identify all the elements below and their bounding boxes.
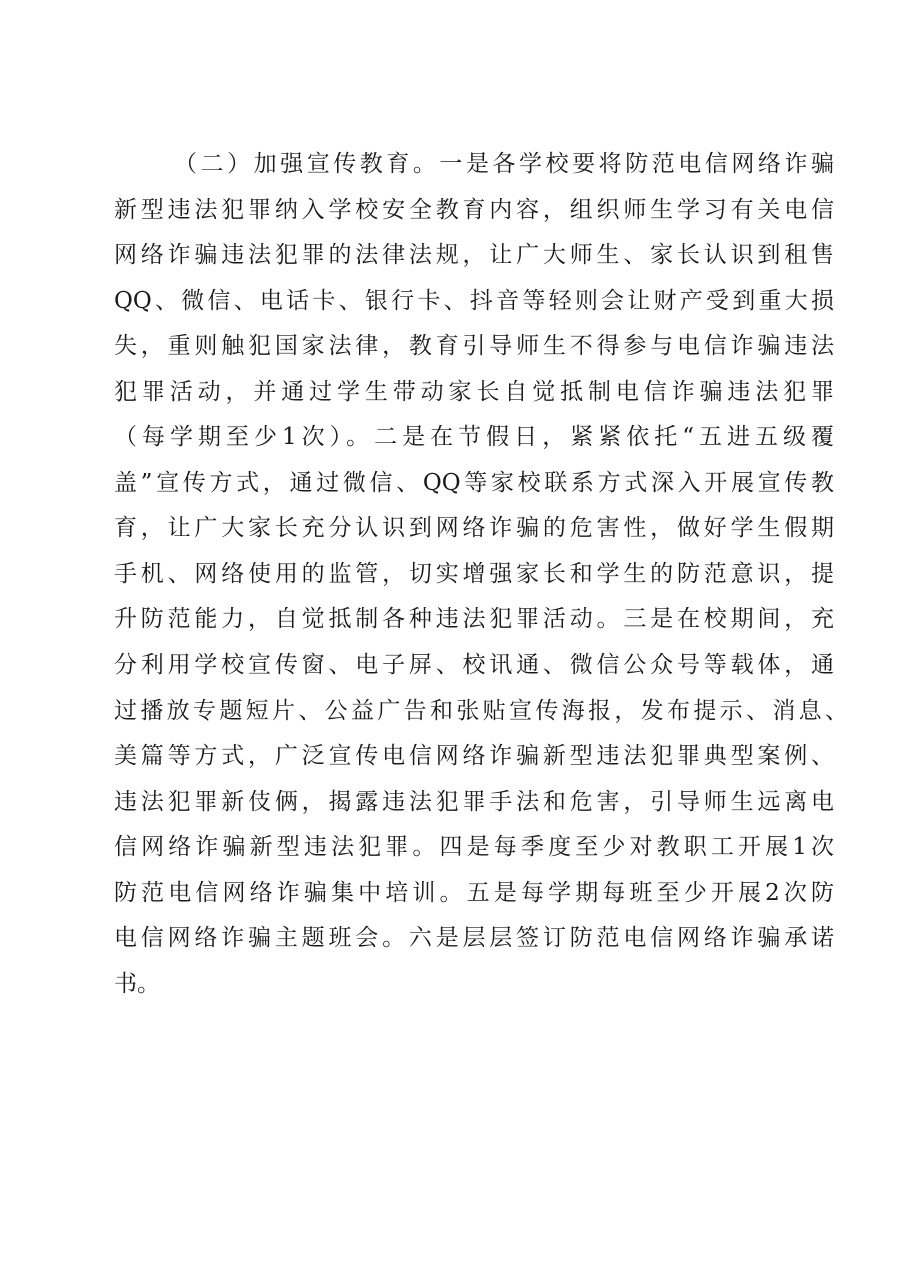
paragraph-line: 信网络诈骗新型违法犯罪。四是每季度至少对教职工开展1次 [114, 834, 834, 861]
paragraph-line: （每学期至少1次）。二是在节假日，紧紧依托“五进五级覆 [114, 424, 834, 451]
paragraph-line: 电信网络诈骗主题班会。六是层层签订防范电信网络诈骗承诺 [114, 925, 834, 952]
body-paragraph [114, 142, 848, 1007]
paragraph-line: 失，重则触犯国家法律，教育引导师生不得参与电信诈骗违法 [114, 333, 834, 360]
paragraph-line: 分利用学校宣传窗、电子屏、校讯通、微信公众号等载体，通 [114, 652, 834, 679]
paragraph-line: 过播放专题短片、公益广告和张贴宣传海报，发布提示、消息、 [114, 697, 848, 724]
paragraph-line: 盖”宣传方式，通过微信、QQ等家校联系方式深入开展宣传教 [114, 469, 834, 496]
paragraph-line: 手机、网络使用的监管，切实增强家长和学生的防范意识，提 [114, 560, 834, 587]
paragraph-line: 育，让广大家长充分认识到网络诈骗的危害性，做好学生假期 [114, 515, 834, 542]
paragraph-line: 书。 [114, 970, 160, 997]
paragraph-line: 美篇等方式，广泛宣传电信网络诈骗新型违法犯罪典型案例、 [114, 743, 834, 770]
paragraph-line: 网络诈骗违法犯罪的法律法规，让广大师生、家长认识到租售 [114, 242, 834, 269]
paragraph-line: 升防范能力，自觉抵制各种违法犯罪活动。三是在校期间，充 [114, 606, 834, 633]
paragraph-line: QQ、微信、电话卡、银行卡、抖音等轻则会让财产受到重大损 [114, 287, 834, 314]
paragraph-line: 违法犯罪新伎俩，揭露违法犯罪手法和危害，引导师生远离电 [114, 788, 834, 815]
paragraph-line: 犯罪活动，并通过学生带动家长自觉抵制电信诈骗违法犯罪 [114, 378, 834, 405]
paragraph-line: （二）加强宣传教育。一是各学校要将防范电信网络诈骗 [174, 151, 834, 177]
paragraph-line: 新型违法犯罪纳入学校安全教育内容，组织师生学习有关电信 [114, 196, 834, 223]
paragraph-line: 防范电信网络诈骗集中培训。五是每学期每班至少开展2次防 [114, 879, 834, 906]
